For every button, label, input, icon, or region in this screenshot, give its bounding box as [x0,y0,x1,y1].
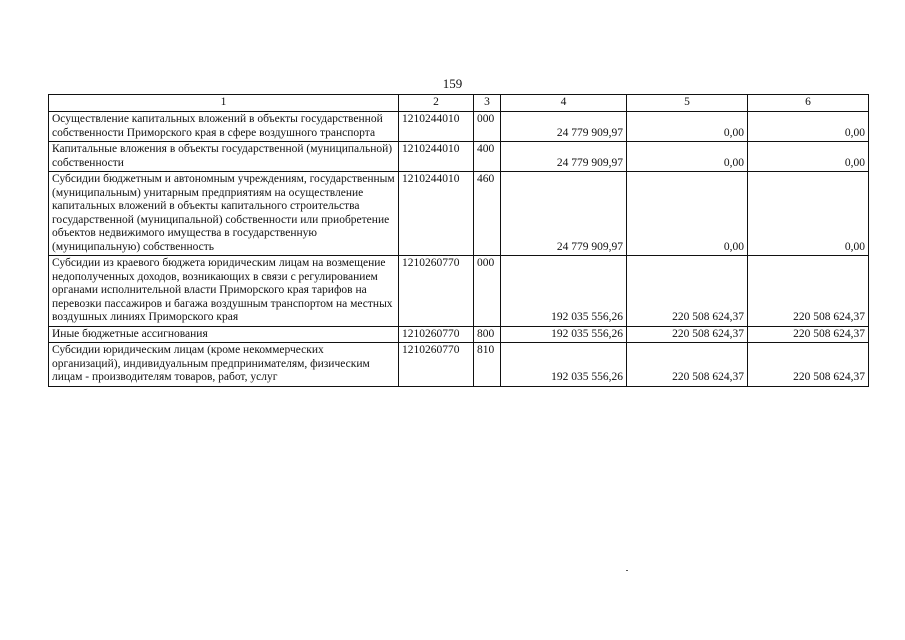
table-row [49,172,869,256]
row-expense-type: 460 [474,172,501,256]
row-amount-col6: 220 508 624,37 [748,326,869,343]
row-amount-col5: 220 508 624,37 [627,343,748,387]
row-target-code: 1210260770 [399,343,474,387]
row-name: Субсидии бюджетным и автономным учреждениям, государственным (муниципальным) унитарным предприятиям на осуществление капитальных вложений в объекты капитального строительства государственной (муниципальной) собственности или приобретение объектов недвижимого имущества в государственную (муниципальную) собственность [49,172,399,256]
row-expense-type: 000 [474,112,501,142]
table-row [49,142,869,172]
row-expense-type: 400 [474,142,501,172]
table-row [49,326,869,343]
row-name: Субсидии из краевого бюджета юридическим лицам на возмещение недополученных доходов, возникающих в связи с регулированием органами исполнительной власти Приморского края тарифов на перевозки пассажиров и багажа воздушным транспортом на местных воздушных линиях Приморского края [49,256,399,327]
row-amount-col5: 0,00 [627,172,748,256]
row-amount-col4: 192 035 556,26 [501,256,627,327]
row-target-code: 1210260770 [399,326,474,343]
table-header-row [49,95,869,112]
row-amount-col4: 24 779 909,97 [501,142,627,172]
row-amount-col6: 0,00 [748,172,869,256]
table-row [49,112,869,142]
row-amount-col6: 220 508 624,37 [748,343,869,387]
budget-table [48,94,869,387]
row-expense-type: 800 [474,326,501,343]
row-name: Капитальные вложения в объекты государственной (муниципальной) собственности [49,142,399,172]
row-amount-col4: 192 035 556,26 [501,343,627,387]
row-expense-type: 000 [474,256,501,327]
header-col-1: 1 [49,95,399,112]
row-amount-col5: 0,00 [627,112,748,142]
header-col-3: 3 [474,95,501,112]
row-name: Субсидии юридическим лицам (кроме некоммерческих организаций), индивидуальным предпринимателям, физическим лицам - производителям товаров, работ, услуг [49,343,399,387]
row-amount-col4: 24 779 909,97 [501,112,627,142]
header-col-2: 2 [399,95,474,112]
header-col-4: 4 [501,95,627,112]
row-amount-col5: 220 508 624,37 [627,326,748,343]
table-row [49,256,869,327]
row-amount-col5: 0,00 [627,142,748,172]
table-row [49,343,869,387]
row-amount-col5: 220 508 624,37 [627,256,748,327]
row-amount-col6: 0,00 [748,142,869,172]
header-col-5: 5 [627,95,748,112]
row-amount-col4: 24 779 909,97 [501,172,627,256]
scan-speck [626,570,628,571]
row-target-code: 1210244010 [399,112,474,142]
row-target-code: 1210244010 [399,172,474,256]
page-number: 159 [442,76,463,91]
row-amount-col6: 0,00 [748,112,869,142]
header-col-6: 6 [748,95,869,112]
row-amount-col6: 220 508 624,37 [748,256,869,327]
row-amount-col4: 192 035 556,26 [501,326,627,343]
row-name: Иные бюджетные ассигнования [49,326,399,343]
row-target-code: 1210244010 [399,142,474,172]
row-target-code: 1210260770 [399,256,474,327]
row-name: Осуществление капитальных вложений в объекты государственной собственности Приморского края в сфере воздушного транспорта [49,112,399,142]
row-expense-type: 810 [474,343,501,387]
